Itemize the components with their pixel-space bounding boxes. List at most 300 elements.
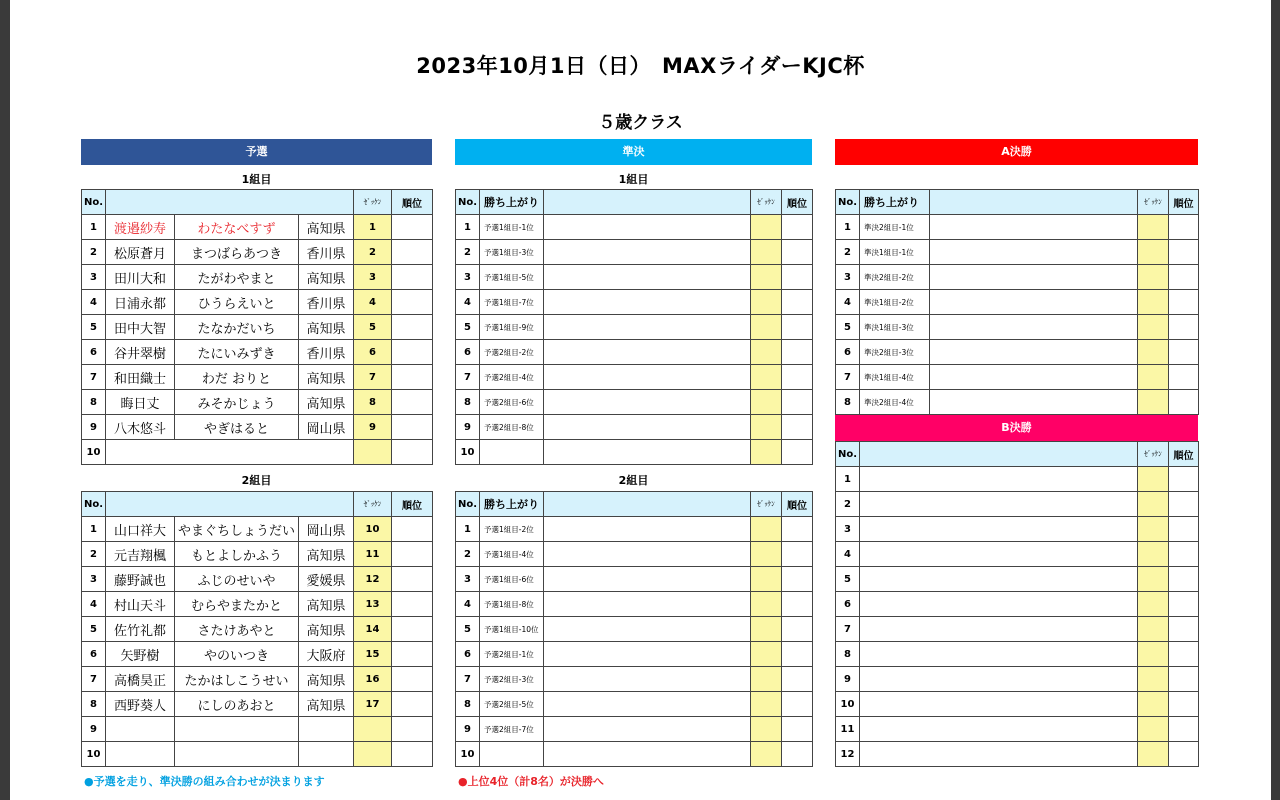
bib-number [751, 742, 782, 767]
advance-slot: 準決1組目-3位 [860, 315, 930, 340]
name-cell [860, 542, 1138, 567]
rider-prefecture: 香川県 [299, 340, 354, 365]
table-row [456, 290, 813, 315]
row-number: 6 [82, 642, 106, 667]
row-number: 4 [82, 592, 106, 617]
yosen-group2-label: 2組目 [241, 474, 272, 487]
row-number: 9 [836, 667, 860, 692]
row-number: 9 [82, 717, 106, 742]
name-cell [860, 692, 1138, 717]
rider-prefecture: 香川県 [299, 240, 354, 265]
rider-kana: ふじのせいや [175, 567, 299, 592]
rank-cell [392, 642, 433, 667]
row-number: 6 [836, 592, 860, 617]
table-header-row [456, 492, 813, 517]
table-row [836, 542, 1199, 567]
bib-number [1138, 340, 1169, 365]
header-no: No. [82, 492, 106, 517]
table-row [82, 365, 433, 390]
empty-cell [106, 440, 354, 465]
rider-prefecture: 大阪府 [299, 642, 354, 667]
row-number: 6 [836, 340, 860, 365]
table-row [82, 617, 433, 642]
row-number: 3 [456, 265, 480, 290]
header-advance: 勝ち上がり [480, 190, 544, 215]
rank-cell [1169, 517, 1199, 542]
junketsu-group1-label: 1組目 [618, 173, 649, 186]
table-row [456, 667, 813, 692]
rider-name: 矢野樹 [106, 642, 175, 667]
rank-cell [392, 542, 433, 567]
bib-number [1138, 517, 1169, 542]
rank-cell [1169, 315, 1199, 340]
rider-prefecture: 高知県 [299, 390, 354, 415]
advance-slot: 準決2組目-2位 [860, 265, 930, 290]
name-cell [544, 667, 751, 692]
rank-cell [1169, 542, 1199, 567]
rider-prefecture: 高知県 [299, 542, 354, 567]
header-bib: ｾﾞｯｹﾝ [751, 190, 782, 215]
rider-kana: みそかじょう [175, 390, 299, 415]
bib-number: 4 [354, 290, 392, 315]
rider-prefecture: 高知県 [299, 365, 354, 390]
table-row [456, 617, 813, 642]
page-title: 2023年10月1日（日） MAXライダーKJC杯 [416, 54, 865, 78]
table-row [456, 315, 813, 340]
bib-number: 15 [354, 642, 392, 667]
row-number: 2 [82, 542, 106, 567]
name-cell [544, 440, 751, 465]
table-row [456, 340, 813, 365]
rank-cell [392, 315, 433, 340]
rider-name: 和田織士 [106, 365, 175, 390]
rider-name: 西野葵人 [106, 692, 175, 717]
bib-number [751, 365, 782, 390]
advance-slot: 準決1組目-4位 [860, 365, 930, 390]
row-number: 4 [836, 542, 860, 567]
advance-slot: 予選2組目-1位 [480, 642, 544, 667]
rank-cell [782, 215, 813, 240]
table-row [836, 365, 1199, 390]
rider-kana: ひうらえいと [175, 290, 299, 315]
table-row [82, 742, 433, 767]
advance-slot: 準決2組目-4位 [860, 390, 930, 415]
rank-cell [392, 265, 433, 290]
table-row [82, 215, 433, 240]
rank-cell [1169, 340, 1199, 365]
table-row [456, 265, 813, 290]
table-row [836, 717, 1199, 742]
name-cell [544, 415, 751, 440]
table-row [82, 692, 433, 717]
name-cell [930, 240, 1138, 265]
table-row [82, 517, 433, 542]
name-cell [860, 642, 1138, 667]
advance-slot: 予選2組目-8位 [480, 415, 544, 440]
row-number: 5 [836, 315, 860, 340]
table-row [82, 240, 433, 265]
row-number: 10 [456, 440, 480, 465]
name-cell [544, 692, 751, 717]
rank-cell [392, 742, 433, 767]
rank-cell [782, 315, 813, 340]
b-final-header: B決勝 [835, 415, 1198, 441]
rider-prefecture: 香川県 [299, 290, 354, 315]
header-rank: 順位 [782, 190, 813, 215]
row-number: 8 [82, 390, 106, 415]
name-cell [544, 340, 751, 365]
table-row [456, 742, 813, 767]
bib-number [751, 692, 782, 717]
rider-name: 元吉翔楓 [106, 542, 175, 567]
class-subtitle: ５歳クラス [598, 113, 683, 133]
bib-number [751, 315, 782, 340]
rider-kana: わたなべすず [175, 215, 299, 240]
rank-cell [392, 667, 433, 692]
junketsu-group2-table [455, 491, 813, 767]
header-blank [106, 492, 354, 517]
bib-number: 17 [354, 692, 392, 717]
rank-cell [1169, 692, 1199, 717]
name-cell [930, 365, 1138, 390]
bib-number: 5 [354, 315, 392, 340]
advance-slot: 予選2組目-2位 [480, 340, 544, 365]
row-number: 5 [82, 315, 106, 340]
bib-number [751, 642, 782, 667]
rider-name [106, 717, 175, 742]
yosen-group1-label: 1組目 [241, 173, 272, 186]
name-cell [544, 742, 751, 767]
advance-slot: 予選1組目-1位 [480, 215, 544, 240]
table-row [836, 340, 1199, 365]
advance-slot: 準決2組目-3位 [860, 340, 930, 365]
name-cell [544, 517, 751, 542]
name-cell [930, 265, 1138, 290]
bib-number [751, 567, 782, 592]
advance-slot [480, 440, 544, 465]
rank-cell [392, 390, 433, 415]
header-advance: 勝ち上がり [860, 190, 930, 215]
rank-cell [1169, 592, 1199, 617]
name-cell [544, 567, 751, 592]
rank-cell [392, 692, 433, 717]
row-number: 12 [836, 742, 860, 767]
bib-number [1138, 290, 1169, 315]
row-number: 7 [82, 667, 106, 692]
rank-cell [782, 390, 813, 415]
advance-slot: 予選1組目-9位 [480, 315, 544, 340]
table-row [82, 390, 433, 415]
table-row [836, 265, 1199, 290]
rider-name: 渡邉紗寿 [106, 215, 175, 240]
rank-cell [782, 365, 813, 390]
bib-number: 2 [354, 240, 392, 265]
name-cell [860, 492, 1138, 517]
table-row [456, 215, 813, 240]
document-page [10, 0, 1271, 800]
rider-kana: やぎはると [175, 415, 299, 440]
rank-cell [782, 567, 813, 592]
name-cell [860, 592, 1138, 617]
rider-prefecture: 高知県 [299, 315, 354, 340]
rank-cell [1169, 290, 1199, 315]
rank-cell [782, 717, 813, 742]
bib-number [751, 667, 782, 692]
rider-name: 佐竹礼都 [106, 617, 175, 642]
bib-number: 8 [354, 390, 392, 415]
rider-kana: やまぐちしょうだい [175, 517, 299, 542]
bib-number [1138, 365, 1169, 390]
table-row [836, 692, 1199, 717]
header-rank: 順位 [1169, 442, 1199, 467]
bib-number [751, 542, 782, 567]
bib-number [354, 440, 392, 465]
rank-cell [782, 415, 813, 440]
table-row [82, 642, 433, 667]
rank-cell [1169, 215, 1199, 240]
row-number: 2 [82, 240, 106, 265]
bib-number: 16 [354, 667, 392, 692]
bib-number [1138, 492, 1169, 517]
table-row [836, 642, 1199, 667]
header-rank: 順位 [392, 190, 433, 215]
rank-cell [392, 240, 433, 265]
table-row [456, 240, 813, 265]
table-row [82, 542, 433, 567]
row-number: 1 [456, 215, 480, 240]
note-yosen: ●予選を走り、準決勝の組み合わせが決まります [84, 775, 325, 788]
name-cell [544, 365, 751, 390]
table-row [456, 517, 813, 542]
rider-kana: さたけあやと [175, 617, 299, 642]
row-number: 7 [836, 617, 860, 642]
header-no: No. [456, 492, 480, 517]
yosen-group1-table [81, 189, 433, 465]
rank-cell [392, 415, 433, 440]
junketsu-group1-table [455, 189, 813, 465]
row-number: 6 [82, 340, 106, 365]
bib-number [1138, 215, 1169, 240]
name-cell [860, 567, 1138, 592]
header-no: No. [456, 190, 480, 215]
a-final-table [835, 189, 1199, 415]
row-number: 9 [456, 717, 480, 742]
rider-prefecture: 高知県 [299, 617, 354, 642]
rider-prefecture: 高知県 [299, 265, 354, 290]
header-no: No. [82, 190, 106, 215]
name-cell [930, 215, 1138, 240]
name-cell [860, 617, 1138, 642]
row-number: 6 [456, 642, 480, 667]
row-number: 10 [836, 692, 860, 717]
rank-cell [782, 742, 813, 767]
name-cell [544, 717, 751, 742]
row-number: 1 [836, 215, 860, 240]
rank-cell [392, 290, 433, 315]
bib-number [751, 415, 782, 440]
rider-prefecture: 高知県 [299, 215, 354, 240]
rider-kana: むらやまたかと [175, 592, 299, 617]
row-number: 1 [836, 467, 860, 492]
rider-name: 日浦永都 [106, 290, 175, 315]
row-number: 1 [82, 215, 106, 240]
table-row [836, 240, 1199, 265]
name-cell [544, 617, 751, 642]
header-bib: ｾﾞｯｹﾝ [354, 190, 392, 215]
header-rank: 順位 [392, 492, 433, 517]
header-rank: 順位 [1169, 190, 1199, 215]
bib-number [751, 390, 782, 415]
bib-number [751, 240, 782, 265]
row-number: 4 [836, 290, 860, 315]
rank-cell [782, 642, 813, 667]
bib-number [751, 215, 782, 240]
table-header-row [836, 190, 1199, 215]
row-number: 4 [82, 290, 106, 315]
table-row [836, 742, 1199, 767]
bib-number: 13 [354, 592, 392, 617]
table-row [82, 315, 433, 340]
row-number: 2 [456, 240, 480, 265]
bib-number [1138, 567, 1169, 592]
rider-kana: たなかだいち [175, 315, 299, 340]
rider-kana [175, 742, 299, 767]
table-row [456, 440, 813, 465]
advance-slot: 予選1組目-6位 [480, 567, 544, 592]
name-cell [930, 390, 1138, 415]
rank-cell [782, 692, 813, 717]
rider-name: 田中大智 [106, 315, 175, 340]
table-row [836, 517, 1199, 542]
header-bib: ｾﾞｯｹﾝ [354, 492, 392, 517]
table-row [836, 390, 1199, 415]
advance-slot [480, 742, 544, 767]
yosen-header: 予選 [81, 139, 432, 165]
name-cell [860, 517, 1138, 542]
table-row [82, 567, 433, 592]
advance-slot: 予選2組目-4位 [480, 365, 544, 390]
table-row [456, 365, 813, 390]
row-number: 3 [82, 567, 106, 592]
row-number: 5 [456, 315, 480, 340]
junketsu-header: 準決 [455, 139, 812, 165]
a-final-header: A決勝 [835, 139, 1198, 165]
rider-name: 山口祥大 [106, 517, 175, 542]
bib-number [751, 290, 782, 315]
bib-number [1138, 592, 1169, 617]
rider-prefecture: 高知県 [299, 692, 354, 717]
header-blank [106, 190, 354, 215]
name-cell [860, 742, 1138, 767]
rider-prefecture: 岡山県 [299, 415, 354, 440]
bib-number [1138, 240, 1169, 265]
table-header-row [836, 442, 1199, 467]
rider-kana: たにいみずき [175, 340, 299, 365]
bib-number [1138, 265, 1169, 290]
bib-number: 10 [354, 517, 392, 542]
rank-cell [1169, 742, 1199, 767]
bib-number [1138, 742, 1169, 767]
name-cell [544, 265, 751, 290]
rider-kana: まつばらあつき [175, 240, 299, 265]
row-number: 3 [836, 265, 860, 290]
row-number: 9 [82, 415, 106, 440]
row-number: 9 [456, 415, 480, 440]
advance-slot: 予選1組目-3位 [480, 240, 544, 265]
rank-cell [1169, 265, 1199, 290]
rider-kana: たがわやまと [175, 265, 299, 290]
advance-slot: 予選1組目-10位 [480, 617, 544, 642]
row-number: 3 [82, 265, 106, 290]
table-row [456, 567, 813, 592]
junketsu-group2-label: 2組目 [618, 474, 649, 487]
header-bib: ｾﾞｯｹﾝ [751, 492, 782, 517]
name-cell [860, 717, 1138, 742]
name-cell [544, 215, 751, 240]
rider-name [106, 742, 175, 767]
table-row [456, 642, 813, 667]
header-blank [930, 190, 1138, 215]
table-row [836, 315, 1199, 340]
table-row [456, 542, 813, 567]
row-number: 1 [456, 517, 480, 542]
rider-prefecture: 高知県 [299, 592, 354, 617]
table-header-row [456, 190, 813, 215]
bib-number [751, 592, 782, 617]
note-final: ●上位4位（計8名）が決勝へ [458, 775, 604, 788]
advance-slot: 準決1組目-1位 [860, 240, 930, 265]
name-cell [544, 542, 751, 567]
bib-number [1138, 692, 1169, 717]
bib-number [1138, 667, 1169, 692]
rank-cell [1169, 365, 1199, 390]
rider-kana [175, 717, 299, 742]
table-header-row [82, 190, 433, 215]
bib-number [751, 717, 782, 742]
name-cell [544, 315, 751, 340]
table-row [836, 567, 1199, 592]
rider-kana: やのいつき [175, 642, 299, 667]
name-cell [544, 592, 751, 617]
row-number: 8 [836, 642, 860, 667]
rider-prefecture: 高知県 [299, 667, 354, 692]
rank-cell [1169, 617, 1199, 642]
row-number: 5 [456, 617, 480, 642]
advance-slot: 準決1組目-2位 [860, 290, 930, 315]
row-number: 6 [456, 340, 480, 365]
rank-cell [1169, 492, 1199, 517]
bib-number [751, 517, 782, 542]
bib-number: 9 [354, 415, 392, 440]
bib-number [1138, 390, 1169, 415]
bib-number [354, 742, 392, 767]
rider-prefecture: 岡山県 [299, 517, 354, 542]
header-rank: 順位 [782, 492, 813, 517]
rank-cell [1169, 642, 1199, 667]
rider-name: 八木悠斗 [106, 415, 175, 440]
row-number: 5 [836, 567, 860, 592]
row-number: 3 [836, 517, 860, 542]
table-row [82, 717, 433, 742]
table-row [456, 692, 813, 717]
bib-number: 7 [354, 365, 392, 390]
row-number: 3 [456, 567, 480, 592]
bib-number: 12 [354, 567, 392, 592]
name-cell [860, 467, 1138, 492]
advance-slot: 予選2組目-7位 [480, 717, 544, 742]
bib-number [751, 617, 782, 642]
bib-number [1138, 717, 1169, 742]
